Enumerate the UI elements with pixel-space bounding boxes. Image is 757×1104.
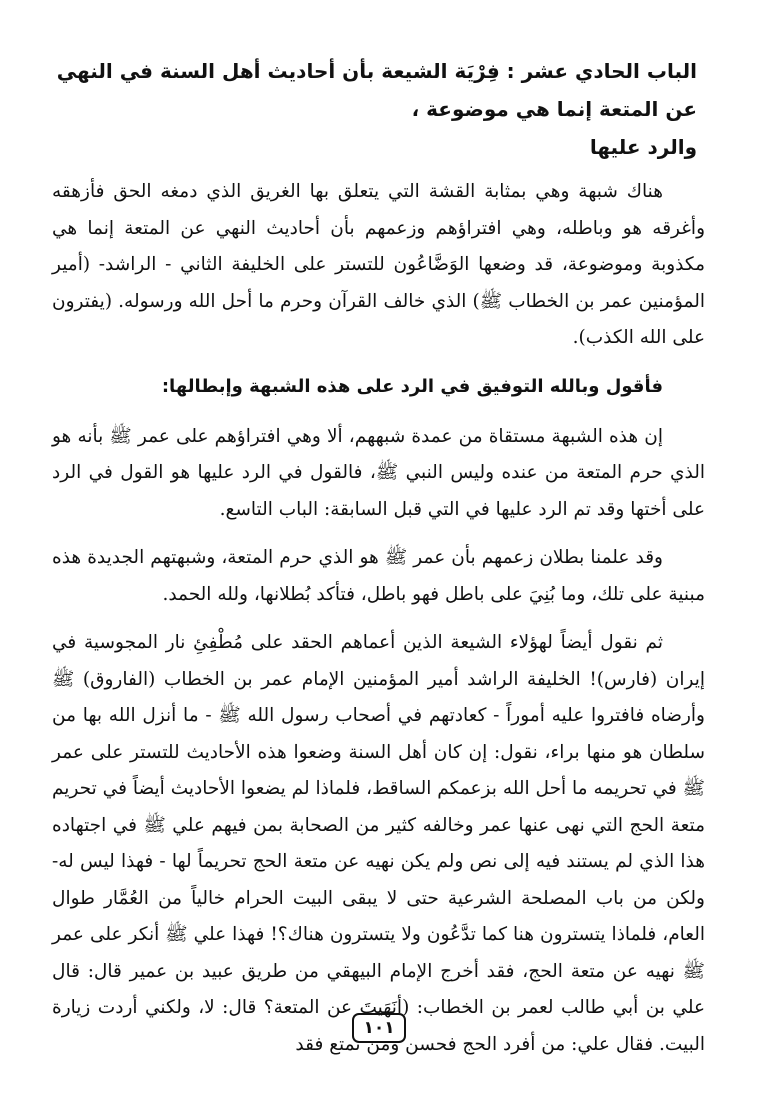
chapter-heading-line-1: الباب الحادي عشر : فِرْيَة الشيعة بأن أحاديث أهل السنة في النهي عن المتعة إنما هي موضوعة ،	[56, 59, 697, 121]
paragraph-rebuttal: إن هذه الشبهة مستقاة من عمدة شبههم، ألا وهي افتراؤهم على عمر ﷺ بأنه هو الذي حرم المتعة من عنده وليس النبي ﷺ، فالقول في الرد عليها هو القول في الرد على أختها وقد تم الرد عليها في التي قبل السابقة: الباب التاسع.	[52, 425, 705, 520]
paragraph-shubha-intro: هناك شبهة وهي بمثابة القشة التي يتعلق بها الغريق الذي دمغه الحق فأزهقه وأغرقه هو وباطله، وهي افتراؤهم وزعمهم بأن أحاديث النهي عن المتعة إنما هي مكذوبة وموضوعة، قد وضعها الوَضَّاعُون للتستر على الخليفة الثاني - الراشد- (أمير المؤمنين عمر بن الخطاب ﷺ) الذي خالف القرآن وحرم ما أحل الله ورسوله. (يفترون على الله الكذب).	[52, 181, 705, 348]
page-number-box: ١٠١	[352, 1013, 406, 1043]
paragraph-conclusion: وقد علمنا بطلان زعمهم بأن عمر ﷺ هو الذي حرم المتعة، وشبهتهم الجديدة هذه مبنية على تلك، وما بُنِيَ على باطل فهو باطل، فتأكد بُطلانها، ولله الحمد.	[52, 547, 705, 605]
paragraph-argument: ثم نقول أيضاً لهؤلاء الشيعة الذين أعماهم الحقد على مُطْفِئِ نار المجوسية في إيران (فارس)! الخليفة الراشد أمير المؤمنين الإمام عمر بن الخطاب (الفاروق) ﷺ وأرضاه فافتروا عليه أموراً - كعادتهم في أصحاب رسول الله ﷺ - ما أنزل الله بها من سلطان هو منها براء، نقول: إن كان أهل السنة وضعوا هذه الأحاديث للتستر على عمر ﷺ في تحريمه ما أحل الله بزعمكم الساقط، فلماذا لم يضعوا الأحاديث أيضاً في تحريم متعة الحج التي نهى عنها عمر وخالفه كثير من الصحابة بمن فيهم علي ﷺ في اجتهاده هذا الذي لم يستند فيه إلى نص ولم يكن نهيه عن متعة الحج تحريماً لها - فهذا ليس له- ولكن من باب المصلحة الشرعية حتى لا يبقى البيت الحرام خالياً من العُمَّار طوال العام، فلماذا يتسترون هنا كما تدَّعُون ولا يتسترون هناك؟! فهذا علي ﷺ أنكر على عمر ﷺ نهيه عن متعة الحج، فقد أخرج الإمام البيهقي من طريق عبيد بن عمير قال: قال علي بن أبي طالب لعمر بن الخطاب: (أنَهَيتَ عن المتعة؟ قال: لا، ولكني أردت زيارة البيت. فقال علي: من أفرد الحج فحسن ومن تمتع فقد	[52, 632, 705, 1055]
section-subheading: فأقول وبالله التوفيق في الرد على هذه الشبهة وإبطالها:	[161, 375, 663, 397]
chapter-heading	[52, 52, 697, 166]
chapter-heading-line-2: والرد عليها	[589, 135, 697, 159]
